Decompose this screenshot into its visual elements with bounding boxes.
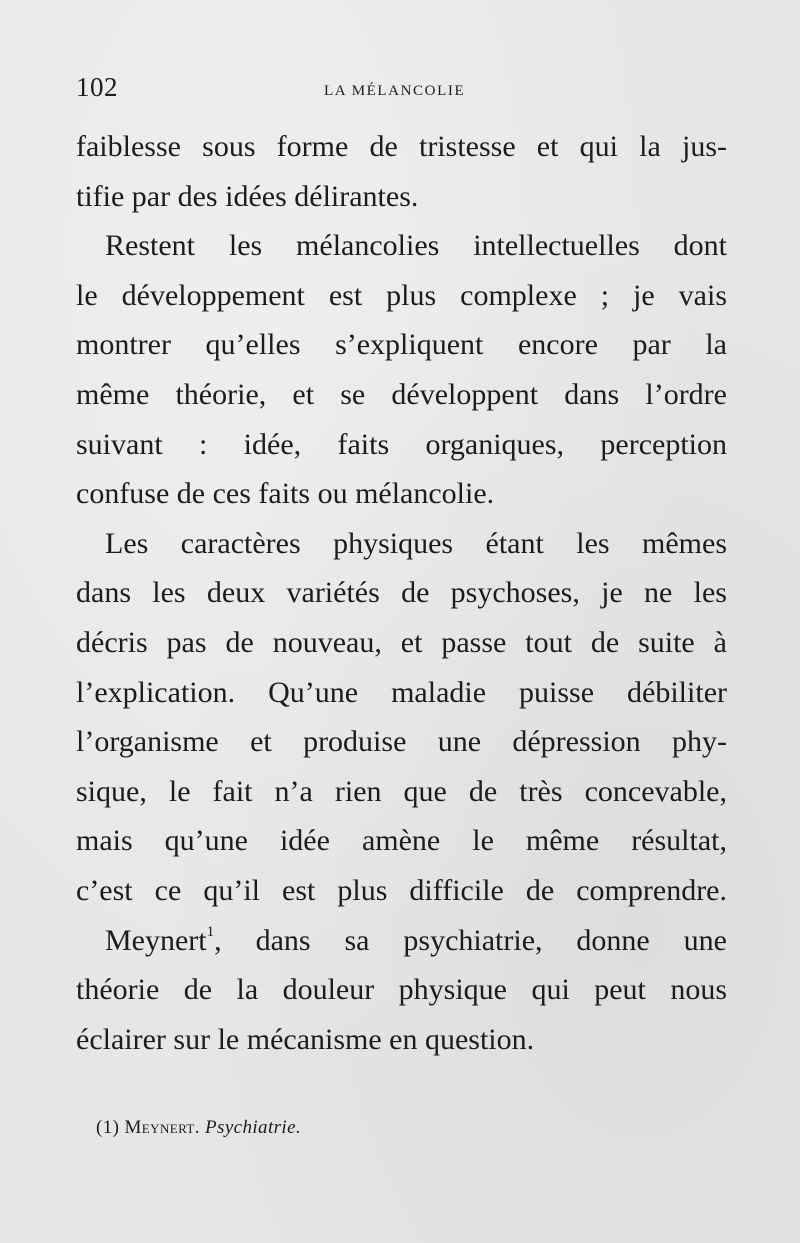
paragraph-2 (76, 221, 727, 519)
text-line: le développement est plus complexe ; je vais (76, 278, 727, 312)
text-line: suivant : idée, faits organiques, perception (76, 427, 727, 461)
text-line: l’organisme et produise une dépression phy- (76, 725, 727, 759)
text-line: l’explication. Qu’une maladie puisse débiliter (76, 675, 727, 709)
running-title: LA MÉLANCOLIE (324, 83, 466, 99)
footnote-reference[interactable]: 1 (206, 923, 215, 940)
paragraph-1 (76, 122, 727, 221)
footnote-title: Psychiatrie. (205, 1117, 302, 1138)
line-continuation: , dans sa psychiatrie, donne une (214, 923, 727, 957)
text-line: décris pas de nouveau, et passe tout de suite à (76, 625, 727, 659)
text-line: même théorie, et se développent dans l’ordre (76, 377, 727, 411)
footnote-marker: (1) (96, 1117, 120, 1138)
text-line: éclairer sur le mécanisme en question. (76, 1022, 535, 1056)
text-line: tifie par des idées délirantes. (76, 179, 419, 213)
footnote (96, 1117, 301, 1139)
body-text (76, 122, 727, 1064)
text-line: dans les deux variétés de psychoses, je ne les (76, 576, 727, 610)
page-number: 102 (76, 72, 118, 102)
text-line: c’est ce qu’il est plus difficile de comprendre. (76, 873, 727, 907)
footnote-author: Meynert. (124, 1117, 200, 1138)
text-line: théorie de la douleur physique qui peut nous (76, 973, 727, 1007)
text-line: faiblesse sous forme de tristesse et qui la jus- (76, 130, 727, 163)
text-line: montrer qu’elles s’expliquent encore par la (76, 328, 727, 362)
text-line: confuse de ces faits ou mélancolie. (76, 477, 495, 511)
text-line (76, 916, 727, 966)
paragraph-4 (76, 916, 727, 1065)
text-line: mais qu’une idée amène le même résultat, (76, 824, 727, 858)
text-line: Les caractères physiques étant les mêmes (105, 526, 727, 560)
cited-author: Meynert (105, 923, 207, 957)
text-line: sique, le fait n’a rien que de très concevable, (76, 774, 727, 808)
text-line: Restent les mélancolies intellectuelles dont (105, 229, 727, 263)
paragraph-3 (76, 519, 727, 916)
